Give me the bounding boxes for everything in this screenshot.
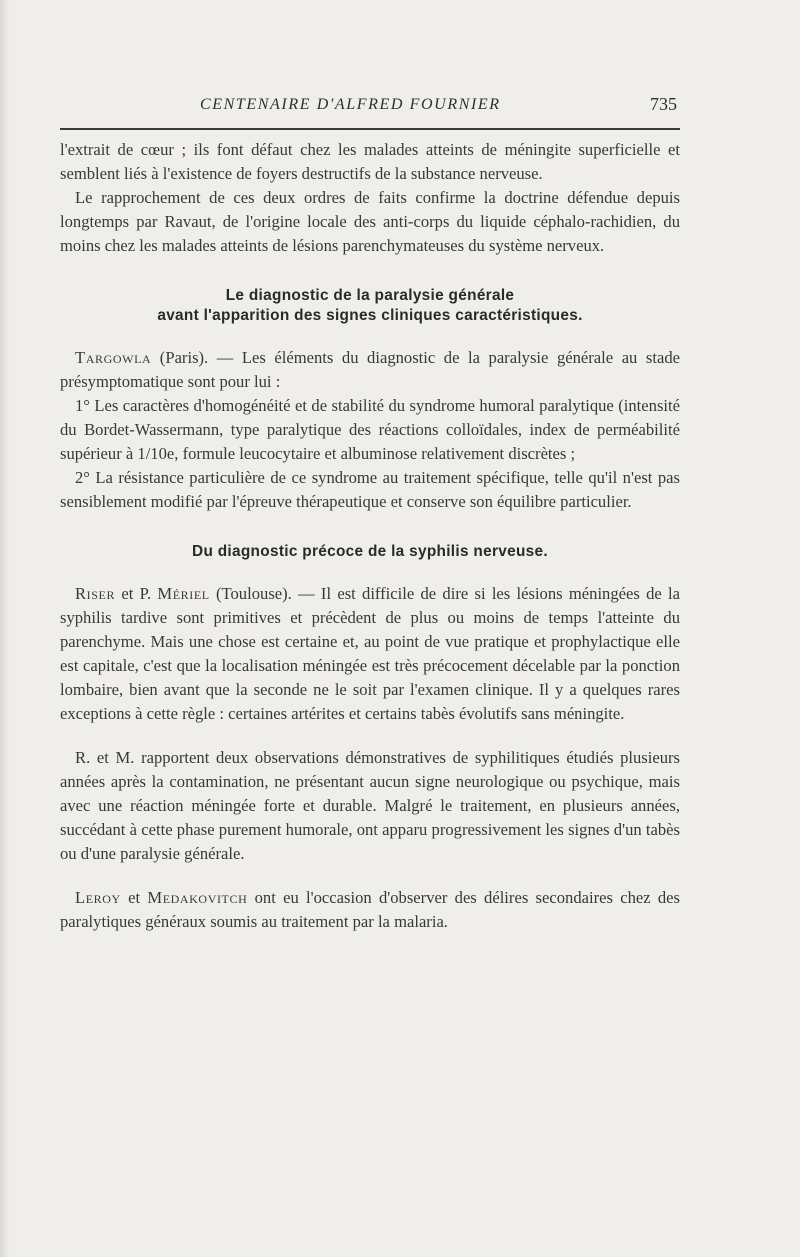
heading-line-2: avant l'apparition des signes cliniques caractéristiques. [157,307,583,324]
author-targowla: Targowla [75,348,152,367]
running-title: CENTENAIRE D'ALFRED FOURNIER [200,96,501,113]
author-leroy: Leroy [75,888,121,907]
header-rule [60,128,680,130]
body-text [60,138,680,934]
paragraph-riser [60,582,680,726]
connector-text: et P. [115,584,158,603]
author-riser: Riser [75,584,116,603]
paragraph-point-2: 2° La résistance particulière de ce syndrome au traitement spécifique, telle qu'il n'est pas sensiblement modifié par l'épreuve thérapeutique et conserve son équilibre particulier. [60,468,680,511]
page-number: 735 [650,94,677,114]
paragraph-leroy-text: ont eu l'occasion d'observer des délires secondaires chez des paralytiques généraux soumis au traitement par la malaria. [60,888,680,931]
page-header [60,90,680,120]
author-medakovitch: Medakovitch [147,888,248,907]
paragraph-1: l'extrait de cœur ; ils font défaut chez les malades atteints de méningite superficielle et semblent liés à l'existence de foyers destructifs de la substance nerveuse. [60,140,680,183]
author-meriel: Mériel [157,584,210,603]
paragraph-targowla [60,346,680,394]
section-heading-syphilis [60,542,680,562]
paragraph-2: Le rapprochement de ces deux ordres de faits confirme la doctrine défendue depuis longtemps par Ravaut, de l'origine locale des anti-corps du liquide céphalo-rachidien, du moins chez les malades atteints de lésions parenchymateuses du système nerveux. [60,188,680,255]
connector-text: et [120,888,148,907]
section-heading-paralysie [60,286,680,326]
page-edge-shadow [0,0,10,1257]
paragraph-point-1: 1° Les caractères d'homogénéité et de stabilité du syndrome humoral paralytique (intensité du Bordet-Wassermann, type paralytique des réactions colloïdales, index de perméabilité supérieur à 1/10e, formule leucocytaire et albuminose relativement discrètes ; [60,396,680,463]
heading-syphilis-line: Du diagnostic précoce de la syphilis nerveuse. [192,543,548,560]
paragraph-observations: R. et M. rapportent deux observations démonstratives de syphilitiques étudiés plusieurs années après la contamination, ne présentant aucun signe neurologique ou psychique, mais avec une réaction méningée forte et durable. Malgré le traitement, en plusieurs années, succédant à cette phase purement humorale, ont apparu progressivement les signes d'un tabès ou d'une paralysie générale. [60,748,680,863]
heading-line-1: Le diagnostic de la paralysie générale [225,287,515,304]
paragraph-riser-text: (Toulouse). — Il est difficile de dire si les lésions méningées de la syphilis tardive sont primitives et précèdent de plus ou moins de temps l'atteinte du parenchyme. Mais une chose est certaine et, au point de vue pratique et prophylactique elle est capitale, c'est que la localisation méningée est très précocement décelable par la ponction lombaire, bien avant que la seconde ne le soit par l'examen clinique. Il y a quelques rares exceptions à cette règle : certaines artérites et certains tabès évolutifs sans méningite. [60,584,680,723]
paragraph-leroy [60,886,680,934]
paragraph-targowla-text: (Paris). — Les éléments du diagnostic de la paralysie générale au stade présymptomatique sont pour lui : [60,348,680,391]
